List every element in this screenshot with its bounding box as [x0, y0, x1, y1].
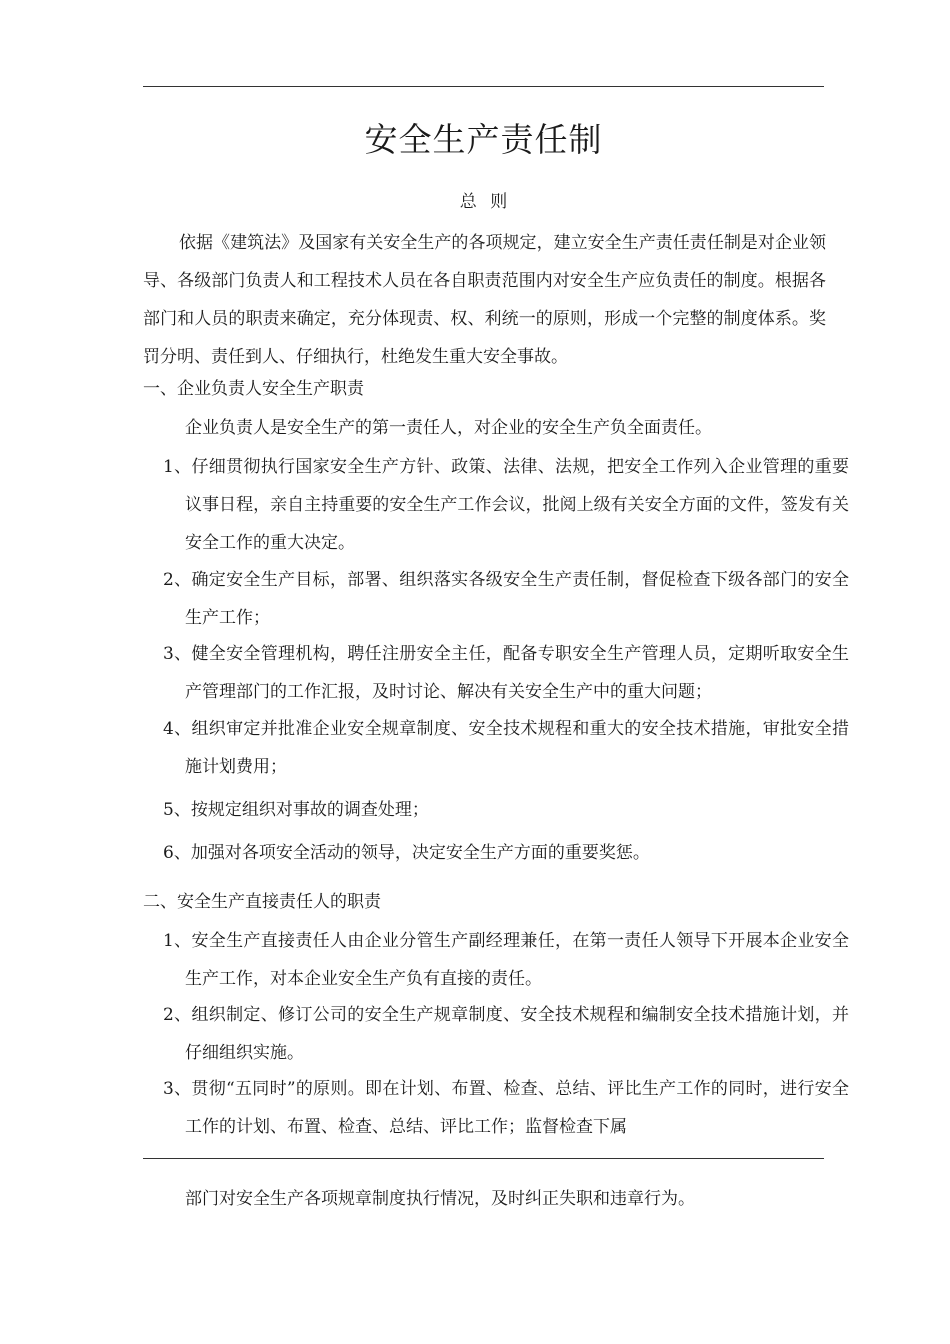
section-subtitle: 总 则 — [459, 192, 508, 212]
list-item — [163, 561, 849, 637]
item-text: 安全生产直接责任人由企业分管生产副经理兼任，在第一责任人领导下开展本企业安全生产工作，对本企业安全生产负有直接的责任。 — [185, 931, 849, 989]
list-item — [163, 635, 849, 711]
list-item — [163, 448, 849, 562]
section1-lead: 企业负责人是安全生产的第一责任人，对企业的安全生产负全面责任。 — [185, 418, 712, 438]
section2-heading: 二、安全生产直接责任人的职责 — [143, 892, 381, 912]
continuation-text: 部门对安全生产各项规章制度执行情况，及时纠正失职和违章行为。 — [185, 1189, 695, 1209]
list-item — [163, 834, 849, 872]
item-text: 组织审定并批准企业安全规章制度、安全技术规程和重大的安全技术措施，审批安全措施计划费用； — [185, 719, 849, 777]
item-number: 3、 — [163, 644, 192, 664]
list-item — [163, 1070, 849, 1146]
list-item — [163, 710, 849, 786]
section1-heading: 一、企业负责人安全生产职责 — [143, 379, 364, 399]
item-text: 确定安全生产目标，部署、组织落实各级安全生产责任制，督促检查下级各部门的安全生产工作； — [185, 570, 849, 628]
item-number: 6、 — [163, 843, 191, 863]
intro-paragraph: 依据《建筑法》及国家有关安全生产的各项规定，建立安全生产责任责任制是对企业领导、各级部门负责人和工程技术人员在各自职责范围内对安全生产应负责任的制度。根据各部门和人员的职责来确定，充分体现责、权、利统一的原则，形成一个完整的制度体系。奖罚分明、责任到人、仔细执行，杜绝发生重大安全事故。 — [143, 233, 826, 367]
item-number: 2、 — [163, 570, 192, 590]
item-number: 3、 — [163, 1079, 192, 1099]
item-text: 加强对各项安全活动的领导，决定安全生产方面的重要奖惩。 — [190, 843, 650, 863]
item-number: 4、 — [163, 719, 192, 739]
page-break-rule — [143, 1158, 824, 1159]
item-text: 按规定组织对事故的调查处理； — [190, 800, 429, 820]
item-text: 组织制定、修订公司的安全生产规章制度、安全技术规程和编制安全技术措施计划，并仔细组织实施。 — [185, 1005, 849, 1063]
item-text: 贯彻“五同时”的原则。即在计划、布置、检查、总结、评比生产工作的同时，进行安全工作的计划、布置、检查、总结、评比工作；监督检查下属 — [185, 1079, 849, 1137]
document-title: 安全生产责任制 — [364, 120, 603, 159]
item-number: 1、 — [163, 931, 192, 951]
list-item — [163, 922, 849, 998]
list-item — [163, 791, 849, 829]
item-text: 仔细贯彻执行国家安全生产方针、政策、法律、法规，把安全工作列入企业管理的重要议事日程，亲自主持重要的安全生产工作会议，批阅上级有关安全方面的文件，签发有关安全工作的重大决定。 — [185, 457, 849, 553]
list-item — [163, 996, 849, 1072]
item-text: 健全安全管理机构，聘任注册安全主任，配备专职安全生产管理人员，定期听取安全生产管理部门的工作汇报，及时讨论、解决有关安全生产中的重大问题； — [185, 644, 849, 702]
item-number: 1、 — [163, 457, 192, 477]
item-number: 2、 — [163, 1005, 192, 1025]
item-number: 5、 — [163, 800, 191, 820]
header-rule — [143, 86, 824, 87]
